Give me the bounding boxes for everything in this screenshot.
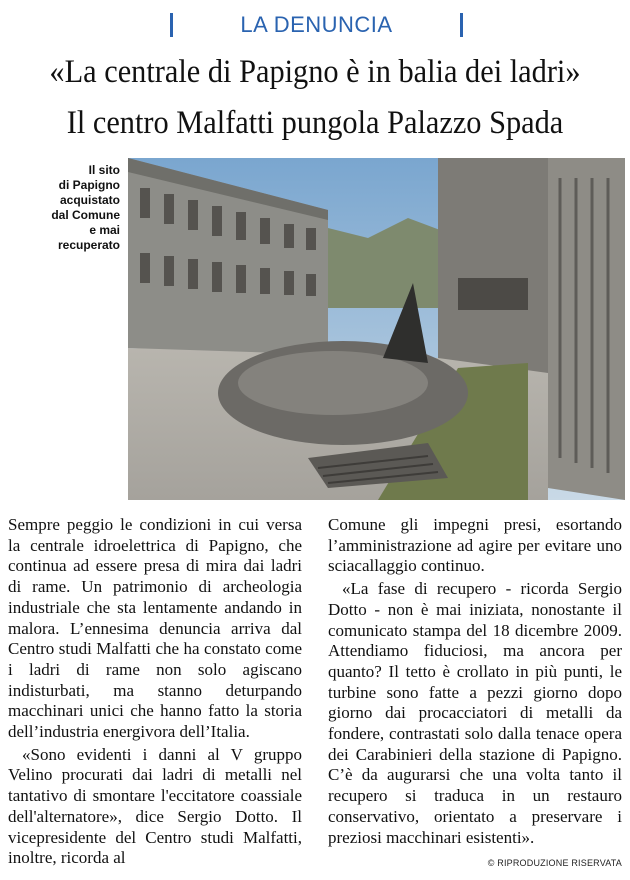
article-paragraph: Sempre peggio le condizioni in cui versa la centrale idroelettrica di Papigno, che continua ad essere presa di mira dai ladri di rame. Un patrimonio di archeologia industriale che sta lentamente andando in malora. L’ennesima denuncia arriva dal Centro studi Malfatti che ha constato come i ladri di rame non solo agiscano indisturbati, ma stanno deturpando macchinari unici che hanno fatto la storia dell’industria energivora dell’Italia. [8, 515, 302, 742]
article-column-right [328, 515, 622, 848]
caption-line: dal Comune [51, 208, 120, 222]
caption-line: di Papigno [58, 178, 120, 192]
section-kicker: LA DENUNCIA [240, 12, 393, 37]
caption-line: Il sito [88, 163, 120, 177]
kicker-divider-right [460, 13, 463, 37]
headline-line-1: «La centrale di Papigno è in balia dei ladri» [49, 54, 581, 90]
caption-line: acquistato [59, 193, 120, 207]
copyright-notice: © RIPRODUZIONE RISERVATA [487, 858, 622, 868]
article-paragraph: Comune gli impegni presi, esortando l’amministrazione ad agire per evitare uno sciacallaggio continuo. [328, 515, 622, 576]
article-paragraph: «Sono evidenti i danni al V gruppo Velino procurati dai ladri di metalli nel tantativo di smontare l'eccitatore coassiale dell'alternatore», dice Sergio Dotto. Il vicepresidente del Centro studi Malfatti, inoltre, ricorda al [8, 744, 302, 868]
article-photo [128, 158, 625, 500]
section-header [0, 10, 630, 40]
article-paragraph: «La fase di recupero - ricorda Sergio Dotto - non è mai iniziata, nonostante il comunicato stampa del 18 dicembre 2009. Attendiamo fiduciosi, ma ancora per quanto? Il tetto è crollato in più punti, le turbine sono fatte a pezzi giorno dopo giorno dai procacciatori di metalli da fondere, contrastati solo dalla tenace opera dei Carabinieri della stazione di Papigno. C’è da augurarsi che una volta tanto il recupero si traduca in un restauro conservativo, orientato a preservare i preziosi macchinari esistenti». [328, 579, 622, 847]
headline-line-2: Il centro Malfatti pungola Palazzo Spada [66, 105, 564, 141]
caption-line: recuperato [57, 238, 120, 252]
article-column-left [8, 515, 302, 869]
caption-line: e mai [89, 223, 120, 237]
photo-caption [8, 163, 120, 253]
